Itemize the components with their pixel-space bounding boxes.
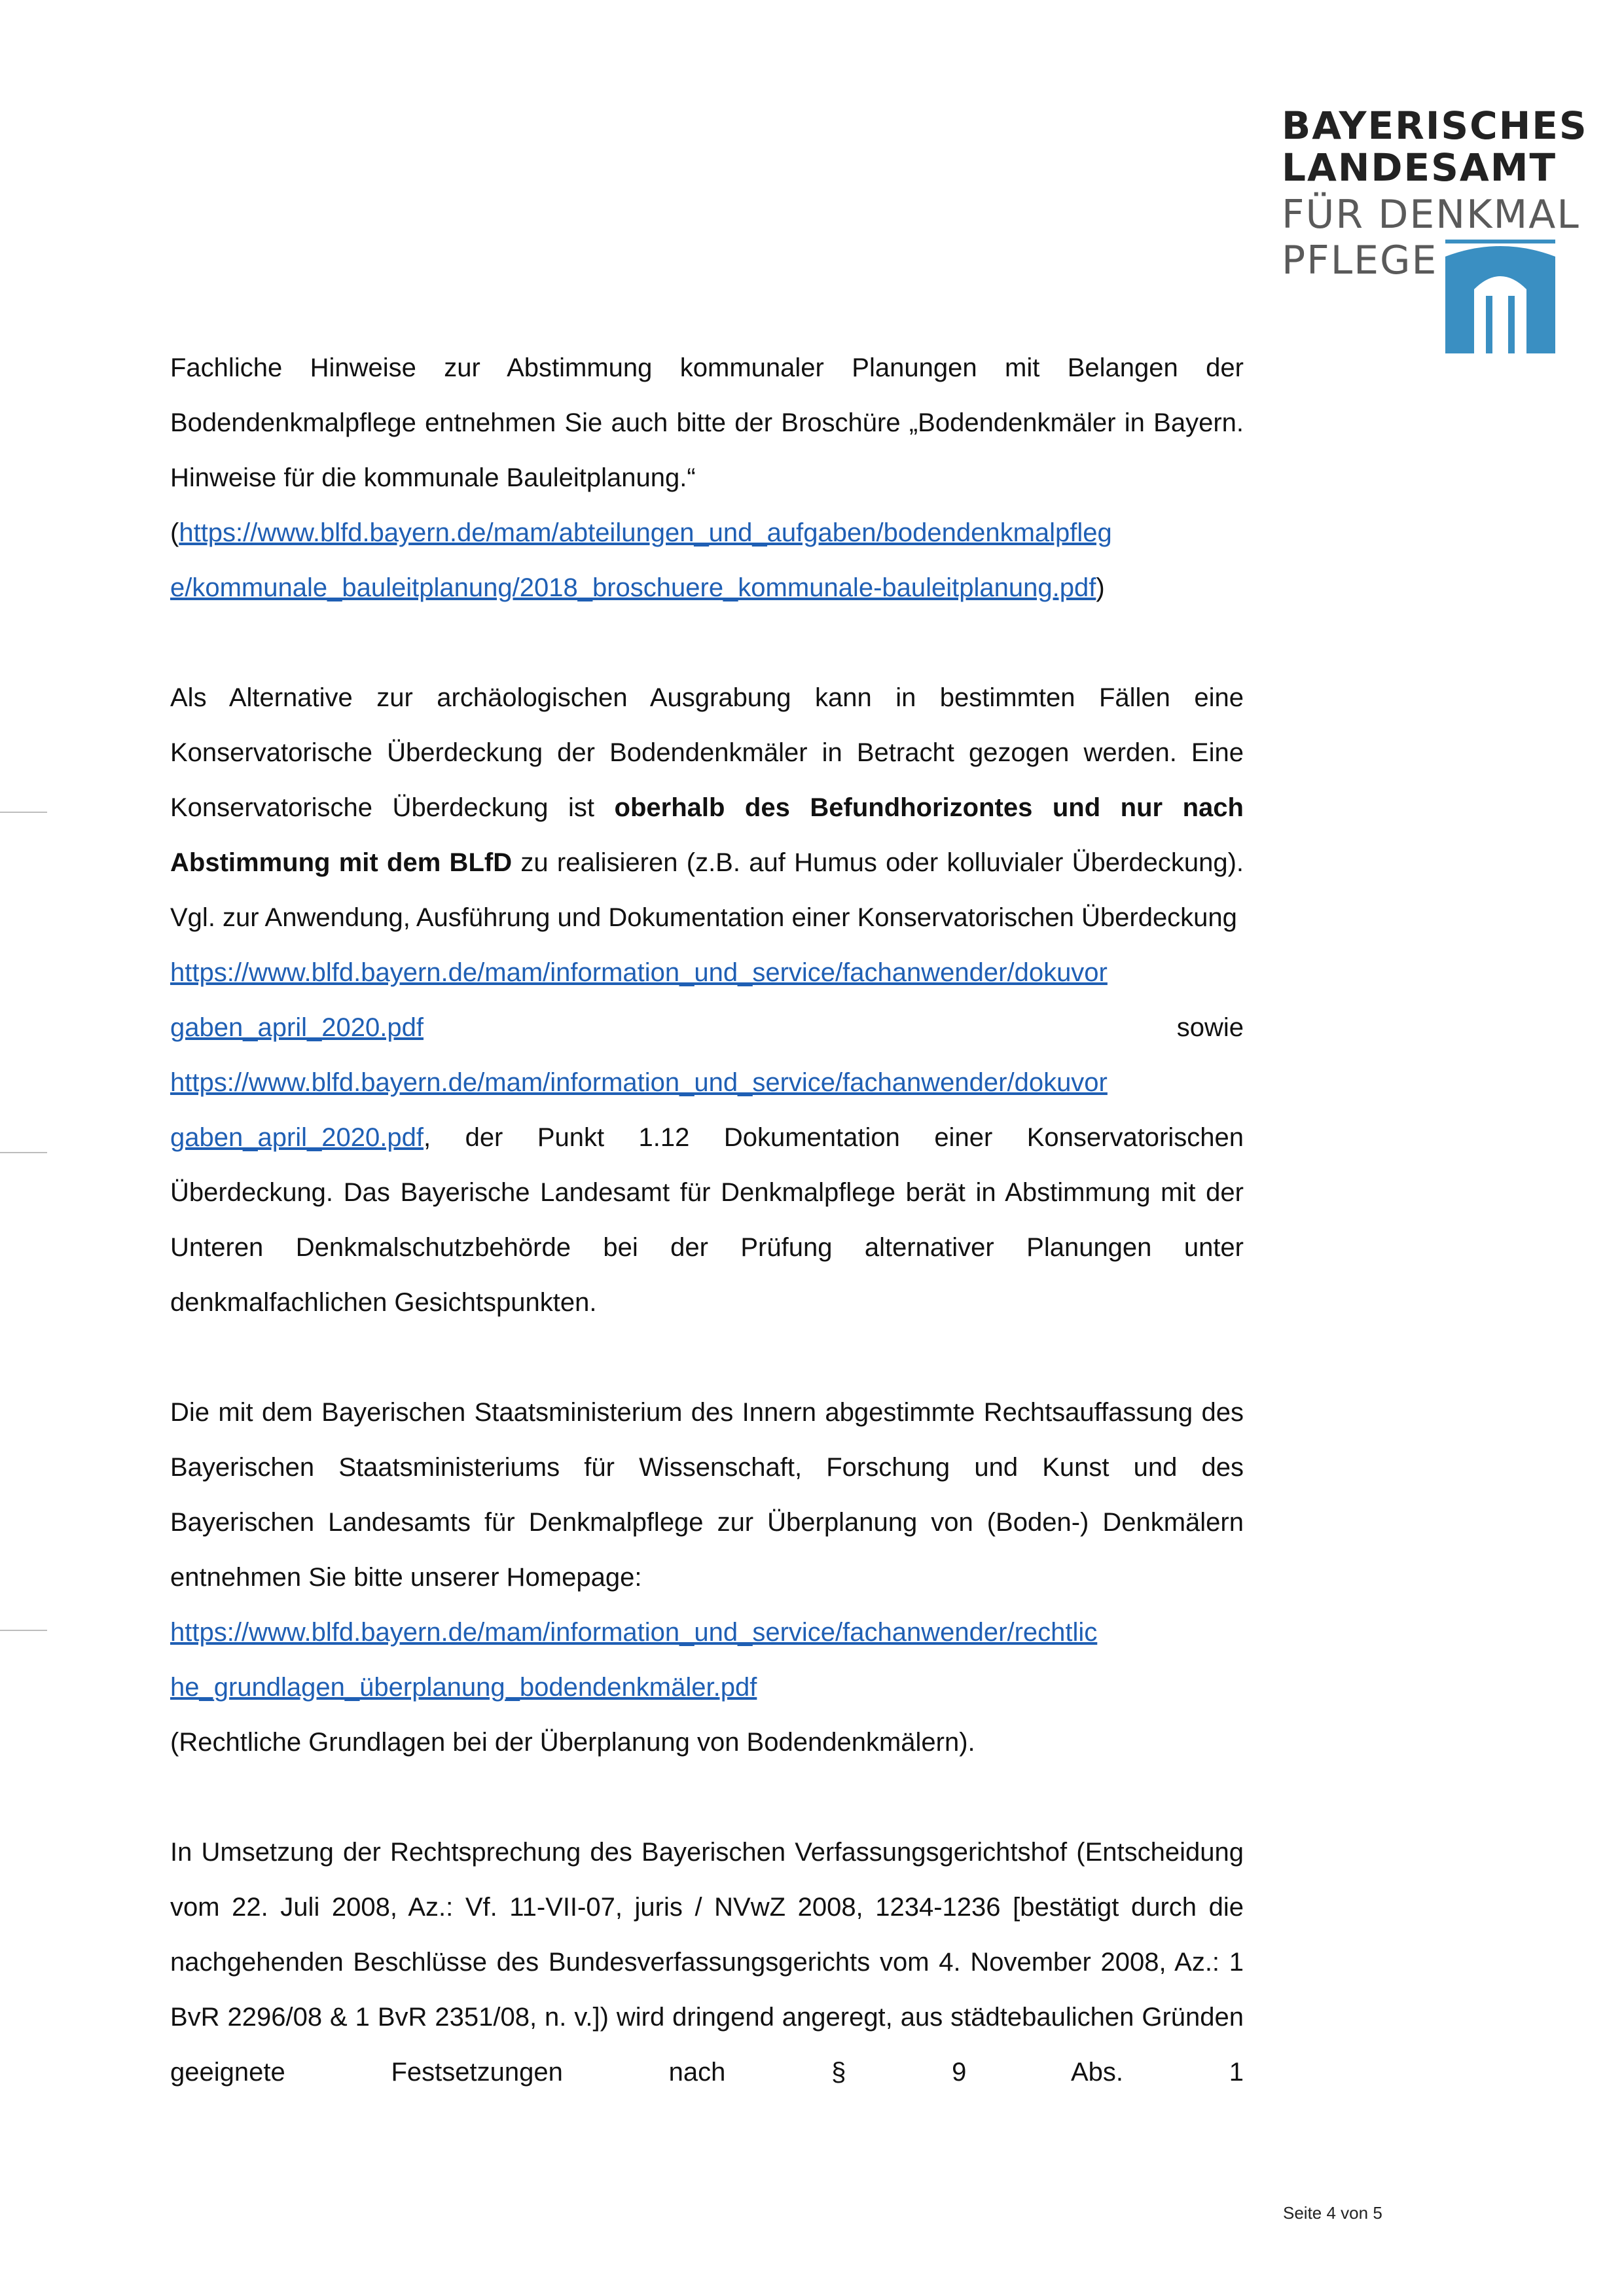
fold-mark-3: [0, 1630, 47, 1631]
link-line: [170, 1000, 1244, 1055]
paragraph-conservatory-cover-end: [170, 1110, 1244, 1330]
documentation-link-2-part-1[interactable]: https://www.blfd.bayern.de/mam/information_und_service/fachanwender/dokuvor: [170, 1068, 1108, 1097]
paragraph-text: zu realisieren (z.B. auf Humus oder kolluvialer Überdeckung). Vgl. zur Anwendung, Ausführung und Dokumentation einer Konservatorischen Überdeckung: [170, 848, 1244, 932]
brochure-link-part-1[interactable]: https://www.blfd.bayern.de/mam/abteilungen_und_aufgaben/bodendenkmalpfleg: [179, 518, 1112, 547]
paragraph-text: Fachliche Hinweise zur Abstimmung kommunaler Planungen mit Belangen der Bodendenkmalpflege entnehmen Sie auch bitte der Broschüre „Bodendenkmäler in Bayern. Hinweise für die kommunale Bauleitplanung.“: [170, 353, 1244, 492]
legal-basis-link-part-1[interactable]: https://www.blfd.bayern.de/mam/information_und_service/fachanwender/rechtlic: [170, 1618, 1098, 1647]
logo-line-4: PFLEGE: [1282, 238, 1438, 283]
sowie-text: sowie: [1176, 1013, 1244, 1042]
logo-line-2: LANDESAMT: [1282, 145, 1557, 190]
paragraph-legal-opinion: [170, 1385, 1244, 1770]
paragraph-brochure-hint: Fachliche Hinweise zur Abstimmung kommunaler Planungen mit Belangen der Bodendenkmalpflege entnehmen Sie auch bitte der Broschüre „Bodendenkmäler in Bayern. Hinweise für die kommunale Bauleitplanung.“ (https://www.blfd.bayern.de/mam/abteilungen_und_aufgaben/bodendenkmalpfleg e/kommunale_bauleitplanung/2018_broschuere_kommunale-bauleitplanung.pdf): [170, 353, 1244, 602]
documentation-link-1-part-2[interactable]: gaben_april_2020.pdf: [170, 1013, 424, 1042]
letter-body: [170, 340, 1244, 2100]
paragraph-gap: [170, 1770, 1244, 1825]
documentation-link-2-part-2[interactable]: gaben_april_2020.pdf: [170, 1123, 424, 1152]
fold-mark-2: [0, 1152, 47, 1153]
bold-emphasis: oberhalb des Befundhorizontes und nur nach Abstimmung mit dem BLfD: [170, 793, 1244, 877]
paragraph-court-ruling: [170, 1825, 1244, 2100]
paragraph-gap: [170, 1330, 1244, 1385]
fold-mark-1: [0, 812, 47, 813]
paragraph-text: , der Punkt 1.12 Dokumentation einer Konservatorischen Überdeckung. Das Bayerische Landesamt für Denkmalpflege berät in Abstimmung mit der Unteren Denkmalschutzbehörde bei der Prüfung alternativer Planungen unter denkmalfachlichen Gesichtspunkten.: [170, 1123, 1244, 1317]
paragraph-text: Als Alternative zur archäologischen Ausgrabung kann in bestimmten Fällen eine Konservatorische Überdeckung der Bodendenkmäler in Betracht gezogen werden. Eine Konservatorische Überdeckung ist: [170, 683, 1244, 822]
logo-line-1: BAYERISCHES: [1282, 103, 1588, 148]
link-line: [170, 1055, 1244, 1110]
documentation-link-1-part-1[interactable]: https://www.blfd.bayern.de/mam/information_und_service/fachanwender/dokuvor: [170, 958, 1108, 987]
logo-line-3: FÜR DENKMAL: [1282, 192, 1580, 238]
paragraph-conservatory-cover: [170, 670, 1244, 945]
brochure-link-part-2[interactable]: e/kommunale_bauleitplanung/2018_broschuere_kommunale-bauleitplanung.pdf: [170, 573, 1096, 602]
paragraph-text: (Rechtliche Grundlagen bei der Überplanung von Bodendenkmälern).: [170, 1728, 975, 1757]
page-number: Seite 4 von 5: [1283, 2203, 1382, 2223]
paragraph-text: In Umsetzung der Rechtsprechung des Bayerischen Verfassungsgerichtshof (Entscheidung vom 22. Juli 2008, Az.: Vf. 11-VII-07, juris / NVwZ 2008, 1234-1236 [bestätigt durch die nachgehenden Beschlüsse des Bundesverfassungsgerichts vom 4. November 2008, Az.: 1 BvR 2296/08 & 1 BvR 2351/08, n. v.]) wird dringend angeregt, aus städtebaulichen Gründen geeignete Festsetzungen nach § 9 Abs. 1: [170, 1838, 1244, 2087]
legal-basis-link-part-2[interactable]: he_grundlagen_überplanung_bodendenkmäler.pdf: [170, 1673, 757, 1702]
institution-logo: [1282, 103, 1588, 353]
arch-emblem-icon: [1445, 240, 1555, 353]
paragraph-gap: [170, 615, 1244, 670]
link-line: [170, 945, 1244, 1000]
paragraph-text: Die mit dem Bayerischen Staatsministerium des Innern abgestimmte Rechtsauffassung des Bayerischen Staatsministeriums für Wissenschaft, Forschung und Kunst und des Bayerischen Landesamts für Denkmalpflege zur Überplanung von (Boden-) Denkmälern entnehmen Sie bitte unserer Homepage:: [170, 1398, 1244, 1592]
